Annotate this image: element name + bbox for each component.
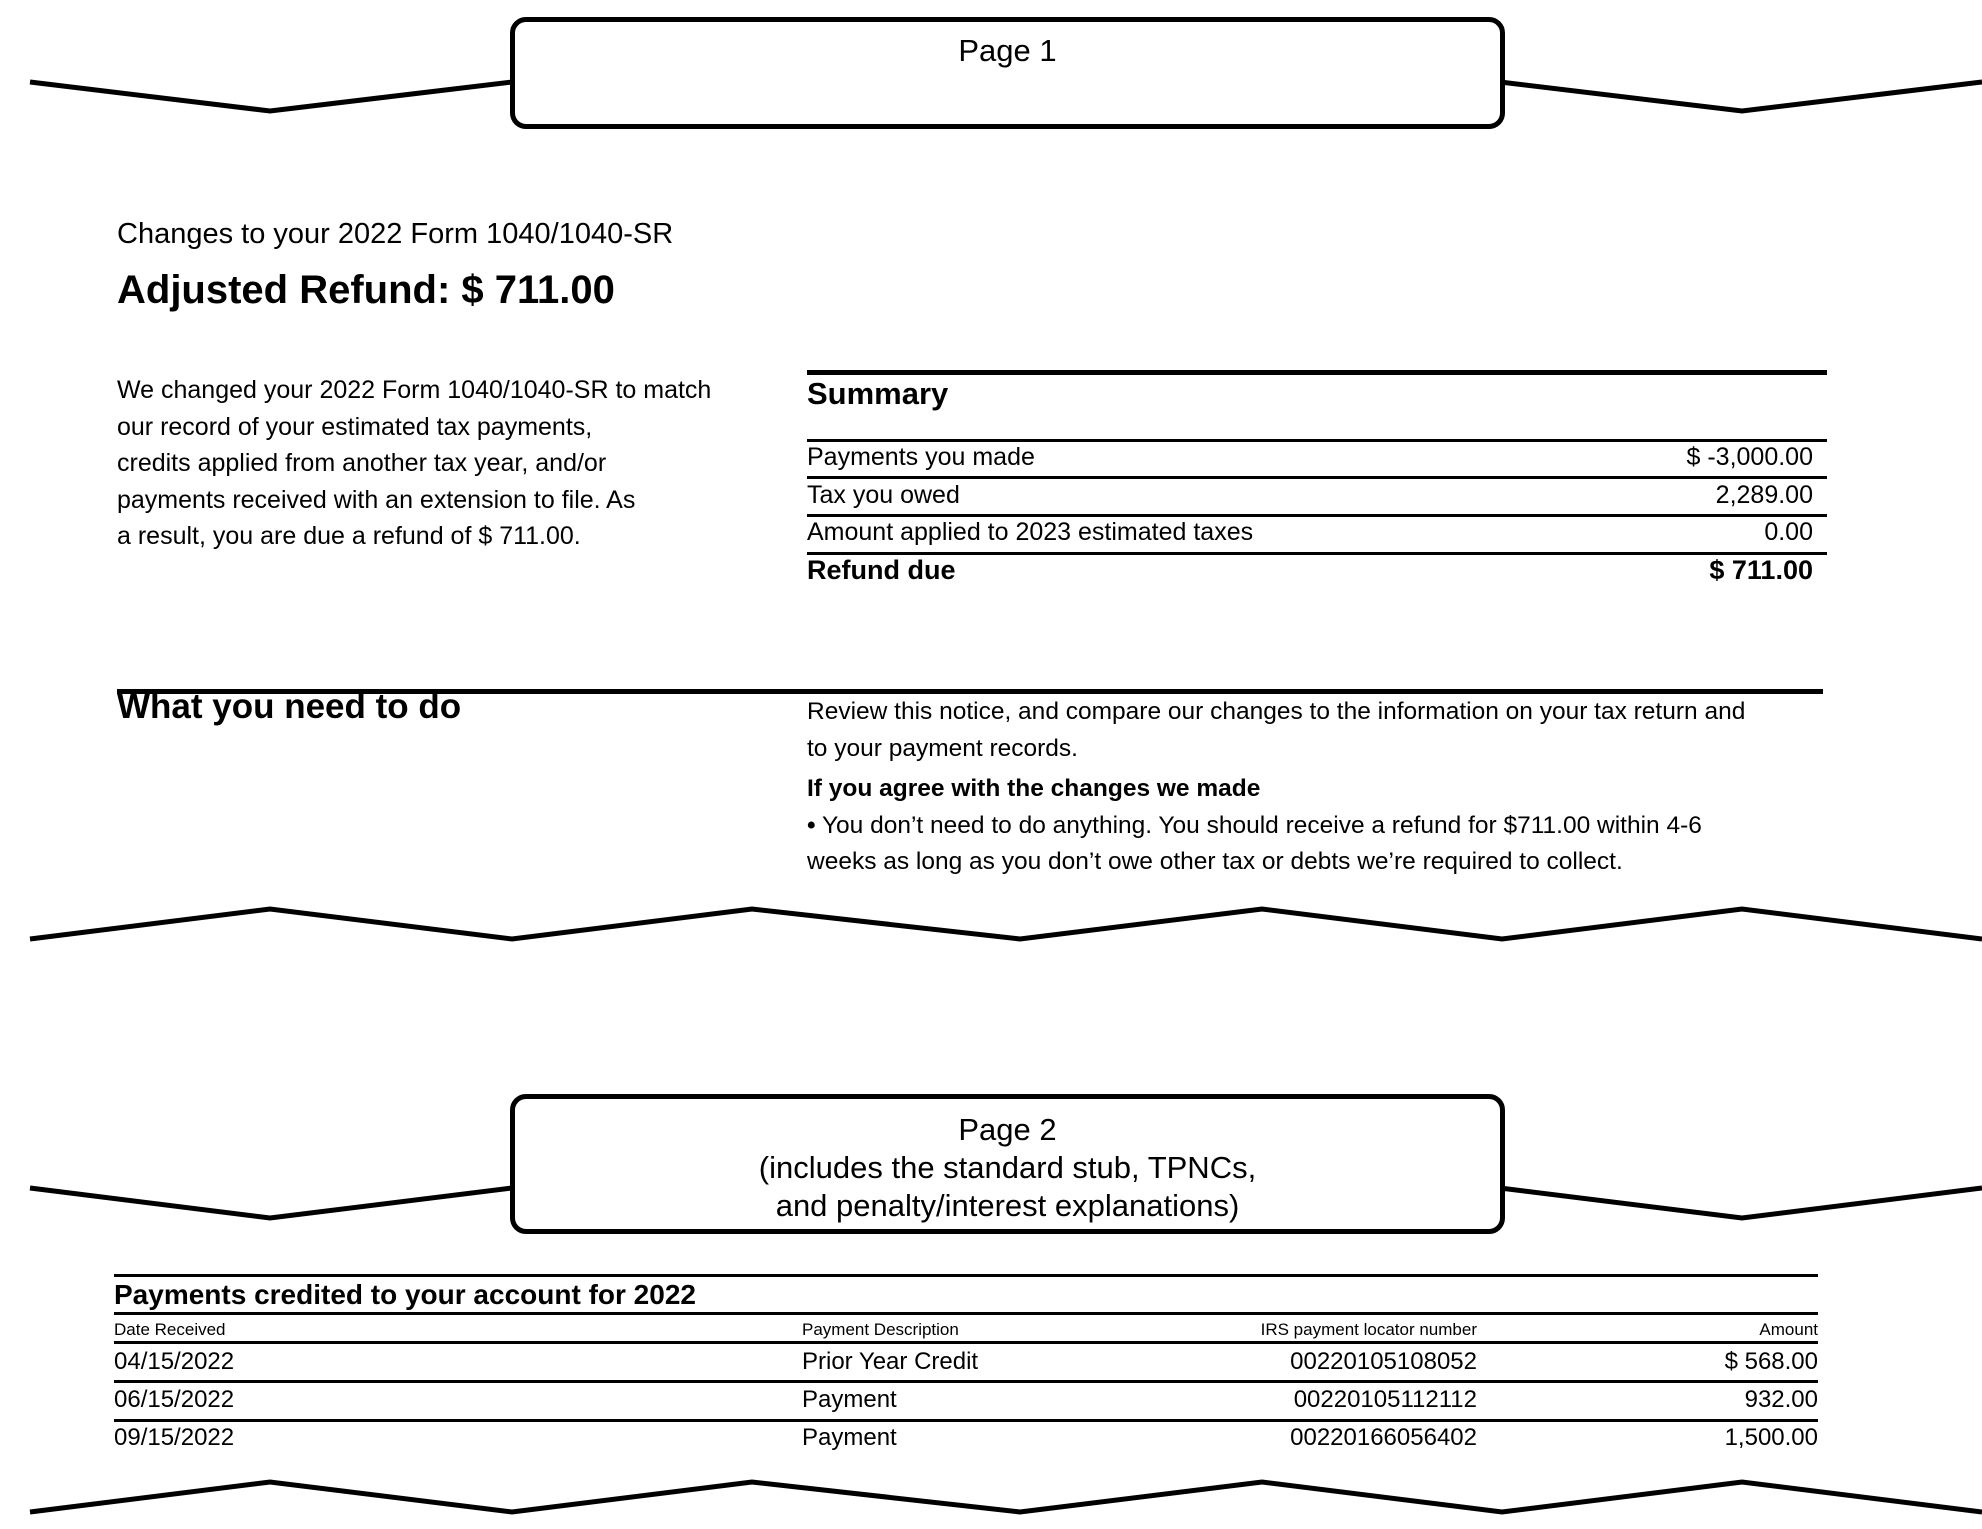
page-2-note: (includes the standard stub, TPNCs, (758, 1150, 1257, 1185)
adjusted-refund-headline: Adjusted Refund: $ 711.00 (117, 268, 615, 312)
cell-date: 06/15/2022 (114, 1386, 235, 1413)
cell-description: Prior Year Credit (802, 1348, 979, 1375)
summary-total-label: Refund due (807, 555, 956, 585)
col-header-description: Payment Description (802, 1320, 959, 1339)
bullet-icon: • (807, 811, 816, 839)
cell-date: 09/15/2022 (114, 1424, 235, 1451)
explanation-line: payments received with an extension to file. As (117, 485, 636, 514)
divider (807, 514, 1827, 517)
page-1-marker (510, 17, 1505, 129)
zigzag-top-right (1500, 82, 1982, 111)
cell-locator: 00220166056402 (1290, 1424, 1477, 1451)
zigzag-break-1 (30, 909, 1982, 939)
what-to-do-title: What you need to do (117, 687, 462, 726)
instruction-line: Review this notice, and compare our changes to the information on your tax return and (807, 698, 1746, 725)
summary-top-rule (807, 370, 1827, 375)
explanation-line: credits applied from another tax year, and/or (117, 449, 607, 477)
zigzag-mid-left (30, 1188, 512, 1218)
summary-row-value: $ -3,000.00 (1686, 443, 1813, 471)
instruction-line: to your payment records. (807, 734, 1078, 762)
page-2-label: Page 2 (958, 1112, 1057, 1147)
agree-heading: If you agree with the changes we made (807, 775, 1261, 802)
cell-amount: $ 568.00 (1724, 1348, 1818, 1375)
summary-row-label: Tax you owed (807, 481, 960, 509)
summary-row-value: 2,289.00 (1715, 481, 1813, 509)
divider (807, 439, 1827, 442)
divider (114, 1312, 1818, 1315)
divider (114, 1419, 1818, 1422)
summary-total-value: $ 711.00 (1709, 555, 1813, 585)
notice-subtitle: Changes to your 2022 Form 1040/1040-SR (117, 218, 674, 250)
zigzag-top-left (30, 82, 512, 111)
page-2-note: and penalty/interest explanations) (775, 1188, 1240, 1223)
zigzag-mid-right (1500, 1188, 1982, 1218)
summary-row-tax-owed (807, 481, 1813, 510)
col-header-locator: IRS payment locator number (1260, 1320, 1477, 1339)
explanation-line: our record of your estimated tax payments, (117, 412, 593, 441)
summary-title: Summary (807, 376, 949, 411)
page-2-marker (510, 1094, 1505, 1234)
page-1-label: Page 1 (958, 33, 1057, 68)
divider (114, 1341, 1818, 1344)
payments-top-rule (114, 1274, 1818, 1277)
bullet-item (807, 808, 1867, 845)
cell-description: Payment (802, 1386, 897, 1413)
summary-row-value: 0.00 (1764, 518, 1813, 546)
cell-amount: 1,500.00 (1724, 1424, 1818, 1451)
col-header-amount: Amount (1759, 1320, 1818, 1339)
cell-description: Payment (802, 1424, 897, 1451)
zigzag-break-2 (30, 1482, 1982, 1512)
summary-row-applied (807, 518, 1813, 547)
explanation-line: We changed your 2022 Form 1040/1040-SR to match (117, 376, 712, 404)
summary-row-payments (807, 443, 1813, 472)
notice-explanation (117, 372, 777, 555)
payments-title: Payments credited to your account for 2022 (114, 1279, 696, 1310)
cell-locator: 00220105112112 (1293, 1386, 1477, 1413)
bullet-text-continued: weeks as long as you don’t owe other tax or debts we’re required to collect. (807, 848, 1623, 875)
summary-row-label: Payments you made (807, 443, 1035, 471)
divider (807, 476, 1827, 479)
summary-row-label: Amount applied to 2023 estimated taxes (807, 518, 1254, 546)
col-header-date: Date Received (114, 1320, 226, 1339)
cell-locator: 00220105108052 (1290, 1348, 1477, 1375)
bullet-text: You don’t need to do anything. You should receive a refund for $711.00 within 4-6 (815, 811, 1702, 839)
divider (114, 1380, 1818, 1383)
explanation-line: a result, you are due a refund of $ 711.00. (117, 522, 581, 550)
what-to-do-body (807, 694, 1867, 881)
cell-amount: 932.00 (1744, 1386, 1818, 1413)
cell-date: 04/15/2022 (114, 1348, 235, 1375)
summary-row-refund-due (807, 555, 1813, 586)
